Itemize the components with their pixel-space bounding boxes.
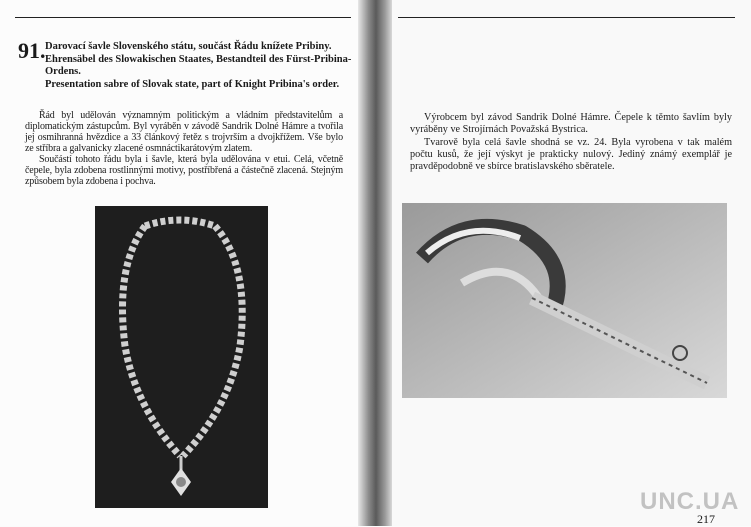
paragraph: Tvarově byla celá šavle shodná se vz. 24. Byla vyrobena v tak malém počtu kusů, že její výskyt je prakticky nulový. Jediný známý exemplář je pravděpodobně ve sbírce bratislavského sběratele. xyxy=(410,136,732,173)
page-number: 217 xyxy=(697,512,715,526)
paragraph: Součástí tohoto řádu byla i šavle, která byla udělována v etui. Celá, včetně čepele, byla zdobena rostlinnými motivy, postříbřená a částečně zlacená. Stejným způsobem byla zdobena i pochva. xyxy=(25,154,343,187)
watermark-logo: UNC.UA xyxy=(640,488,740,515)
title-english: Presentation sabre of Slovak state, part of Knight Pribina's order. xyxy=(45,78,340,90)
paragraph: Výrobcem byl závod Sandrik Dolné Hámre. Čepele k těmto šavlím byly vyráběny ve Strojírnách Považská Bystrica. xyxy=(410,112,732,136)
title-czech: Darovací šavle Slovenského státu, součást Řádu knížete Pribiny. xyxy=(45,41,332,52)
header-rule xyxy=(398,17,735,18)
entry-title xyxy=(45,41,365,91)
header-rule xyxy=(15,17,351,18)
left-page xyxy=(0,0,362,526)
book-gutter xyxy=(358,0,394,526)
title-german: Ehrensäbel des Slowakischen Staates, Bestandteil des Fürst-Pribina-Ordens. xyxy=(45,53,352,77)
sabre-photo xyxy=(402,203,727,398)
entry-number: 91. xyxy=(18,38,46,63)
right-body-text xyxy=(410,112,732,173)
left-body-text xyxy=(25,110,343,187)
right-page xyxy=(392,0,751,526)
order-chain-photo xyxy=(95,206,268,508)
paragraph: Řád byl udělován významným politickým a vládním představitelům a diplomatickým zástupcům. Byl vyráběn v závodě Sandrik Dolné Hámre a tvořila jej osmihranná hvězdice a 33 článkový řetěz s trojvrším a dvojkřížem. Vše bylo ze stříbra a galvanicky zlacené osmnáctikarátovým zlatem. xyxy=(25,110,343,154)
